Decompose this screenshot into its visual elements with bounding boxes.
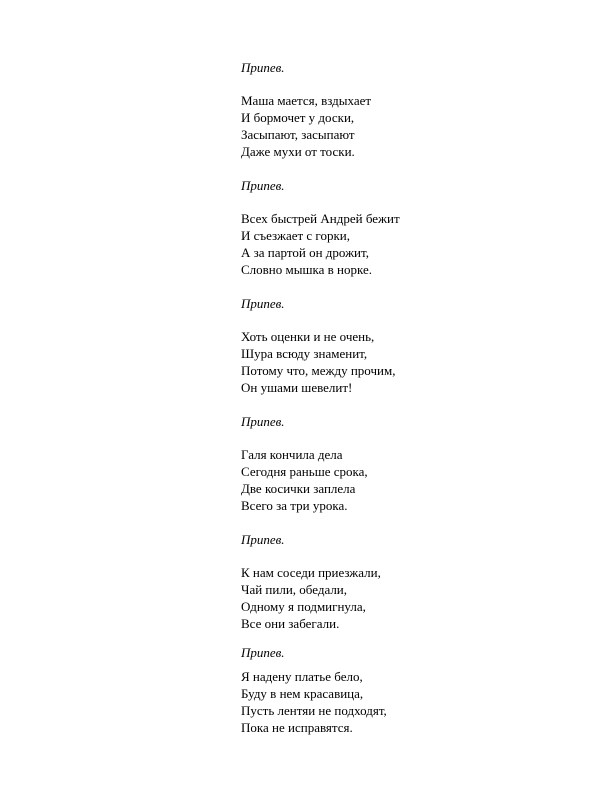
refrain-label-5: Припев. xyxy=(241,532,285,547)
stanza-1-line-1: Маша мается, вздыхает xyxy=(241,93,372,108)
refrain-label-2: Припев. xyxy=(241,178,285,193)
refrain-label-6: Припев. xyxy=(241,645,285,660)
stanza-4-line-1: Галя кончила дела xyxy=(241,447,343,462)
stanza-2-line-4: Словно мышка в норке. xyxy=(241,262,372,277)
stanza-5-line-1: К нам соседи приезжали, xyxy=(241,565,381,580)
stanza-2-line-2: И съезжает с горки, xyxy=(241,228,350,243)
refrain-label-1: Припев. xyxy=(241,60,285,75)
stanza-5-line-3: Одному я подмигнула, xyxy=(241,599,366,614)
stanza-5-line-2: Чай пили, обедали, xyxy=(241,582,348,597)
refrain-label-3: Припев. xyxy=(241,296,285,311)
stanza-1-line-2: И бормочет у доски, xyxy=(241,110,355,125)
stanza-6-line-1: Я надену платье бело, xyxy=(241,669,363,684)
stanza-4-line-2: Сегодня раньше срока, xyxy=(241,464,368,479)
stanza-1-line-4: Даже мухи от тоски. xyxy=(241,144,355,159)
stanza-6-line-3: Пусть лентяи не подходят, xyxy=(241,703,387,718)
refrain-label-4: Припев. xyxy=(241,414,285,429)
stanza-6-line-2: Буду в нем красавица, xyxy=(241,686,364,701)
stanza-5-line-4: Все они забегали. xyxy=(241,616,340,631)
stanza-4-line-3: Две косички заплела xyxy=(241,481,356,496)
stanza-2-line-1: Всех быстрей Андрей бежит xyxy=(241,211,400,226)
stanza-3-line-4: Он ушами шевелит! xyxy=(241,380,353,395)
stanza-6-line-4: Пока не исправятся. xyxy=(241,720,353,735)
stanza-4-line-4: Всего за три урока. xyxy=(241,498,348,513)
stanza-2-line-3: А за партой он дрожит, xyxy=(241,245,369,260)
stanza-3-line-1: Хоть оценки и не очень, xyxy=(241,329,375,344)
stanza-3-line-3: Потому что, между прочим, xyxy=(241,363,396,378)
stanza-3-line-2: Шура всюду знаменит, xyxy=(241,346,368,361)
stanza-1-line-3: Засыпают, засыпают xyxy=(241,127,355,142)
